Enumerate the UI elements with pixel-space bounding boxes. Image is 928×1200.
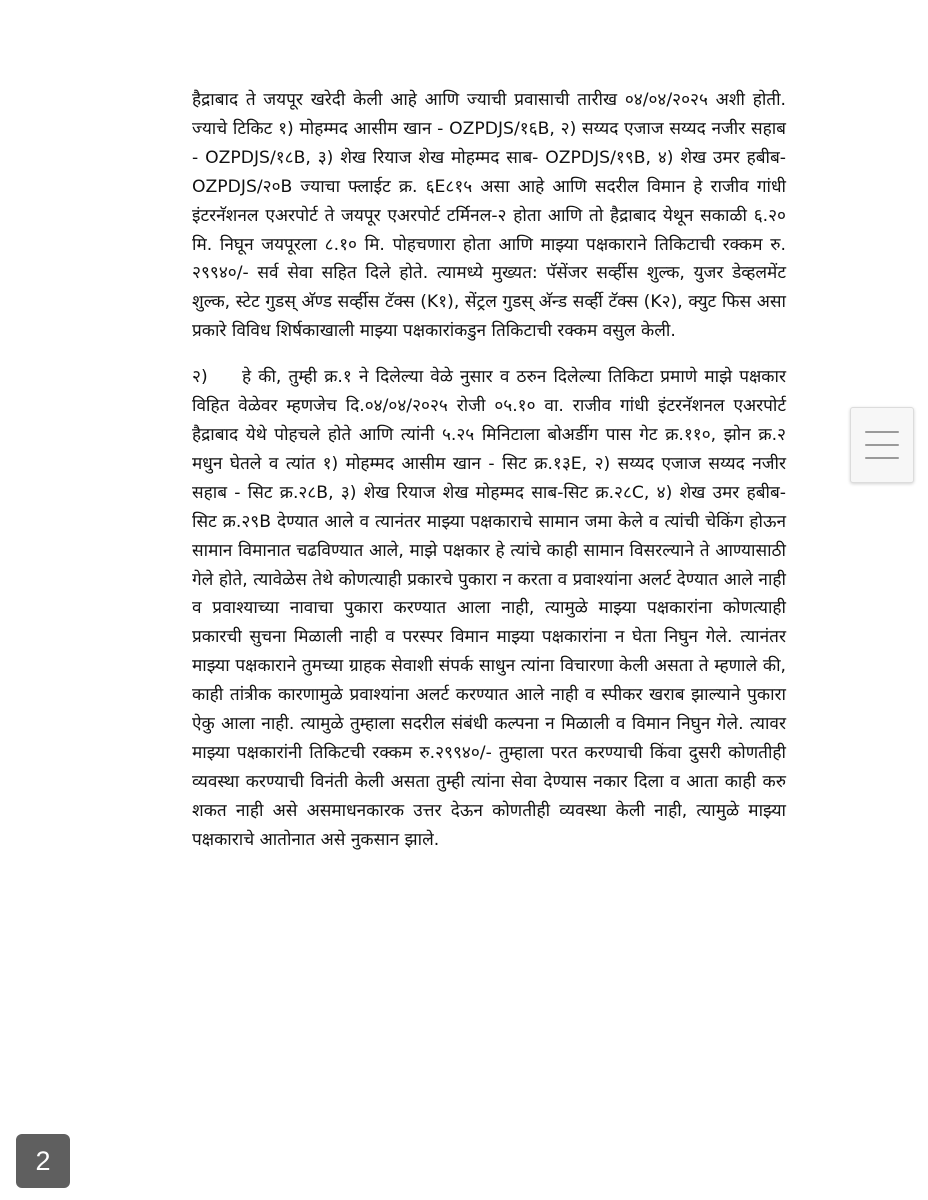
hamburger-menu-icon-line-2	[865, 444, 899, 446]
hamburger-menu-button[interactable]	[850, 407, 914, 483]
hamburger-menu-icon-line-1	[865, 431, 899, 433]
paragraph-2	[192, 363, 786, 854]
document-page	[192, 86, 786, 855]
page-number-badge: 2	[16, 1134, 70, 1188]
paragraph-2-text: हे की, तुम्ही क्र.१ ने दिलेल्या वेळे नुसार व ठरुन दिलेल्या तिकिटा प्रमाणे माझे पक्षकार विहित वेळेवर म्हणजेच दि.०४/०४/२०२५ रोजी ०५.१० वा. राजीव गांधी इंटरनॅशनल एअरपोर्ट हैद्राबाद येथे पोहचले होते आणि त्यांनी ५.२५ मिनिटाला बोअर्डीग पास गेट क्र.११०, झोन क्र.२ मधुन घेतले व त्यांत १) मोहम्मद आसीम खान - सिट क्र.१३E, २) सय्यद एजाज सय्यद नजीर सहाब - सिट क्र.२८B, ३) शेख रियाज शेख मोहम्मद साब-सिट क्र.२८C, ४) शेख उमर हबीब- सिट क्र.२९B देण्यात आले व त्यानंतर माझ्या पक्षकाराचे सामान जमा केले व त्यांची चेकिंग होऊन सामान विमानात चढविण्यात आले, माझे पक्षकार हे त्यांचे काही सामान विसरल्याने ते आण्यासाठी गेले होते, त्यावेळेस तेथे कोणत्याही प्रकारचे पुकारा न करता व प्रवाश्यांना अलर्ट देण्यात आले नाही व प्रवाश्याच्या नावाचा पुकारा करण्यात आला नाही, त्यामुळे माझ्या पक्षकारांना कोणत्याही प्रकारची सुचना मिळाली नाही व परस्पर विमान माझ्या पक्षकारांना न घेता निघुन गेले. त्यानंतर माझ्या पक्षकाराने तुमच्या ग्राहक सेवाशी संपर्क साधुन त्यांना विचारणा केली असता ते म्हणाले की, काही तांत्रीक कारणामुळे प्रवाश्यांना अलर्ट करण्यात आले नाही व स्पीकर खराब झाल्याने पुकारा ऐकु आला नाही. त्यामुळे तुम्हाला सदरील संबंधी कल्पना न मिळाली व विमान निघुन गेले. त्यावर माझ्या पक्षकारांनी तिकिटची रक्कम रु.२९९४०/- तुम्हाला परत करण्याची किंवा दुसरी कोणतीही व्यवस्था करण्याची विनंती केली असता तुम्ही त्यांना सेवा देण्यास नकार दिला व आता काही करु शकत नाही असे असमाधनकारक उत्तर देऊन कोणतीही व्यवस्था केली नाही, त्यामुळे माझ्या पक्षकाराचे आतोनात असे नुकसान झाले.	[192, 367, 786, 850]
paragraph-1: हैद्राबाद ते जयपूर खरेदी केली आहे आणि ज्याची प्रवासाची तारीख ०४/०४/२०२५ अशी होती. ज्याचे टिकिट १) मोहम्मद आसीम खान - OZPDJS/१६B, २) सय्यद एजाज सय्यद नजीर सहाब - OZPDJS/१८B, ३) शेख रियाज शेख मोहम्मद साब- OZPDJS/१९B, ४) शेख उमर हबीब- OZPDJS/२०B ज्याचा फ्लाईट क्र. ६E८१५ असा आहे आणि सदरील विमान हे राजीव गांधी इंटरनॅशनल एअरपोर्ट ते जयपूर एअरपोर्ट टर्मिनल-२ होता आणि तो हैद्राबाद येथून सकाळी ६.२० मि. निघून जयपूरला ८.१० मि. पोहचणारा होता आणि माझ्या पक्षकाराने तिकिटाची रक्कम रु. २९९४०/- सर्व सेवा सहित दिले होते. त्यामध्ये मुख्यत: पॅसेंजर सर्व्हीस शुल्क, युजर डेव्हलमेंट शुल्क, स्टेट गुडस् अ‍ॅण्ड सर्व्हीस टॅक्स (K१), सेंट्रल गुडस् अ‍ॅन्ड सर्व्ही टॅक्स (K२), क्युट फिस असा प्रकारे विविध शिर्षकाखाली माझ्या पक्षकारांकडुन तिकिटाची रक्कम वसुल केली.	[192, 90, 786, 342]
paragraph-2-number: २)	[192, 367, 208, 388]
hamburger-menu-icon-line-3	[865, 457, 899, 459]
